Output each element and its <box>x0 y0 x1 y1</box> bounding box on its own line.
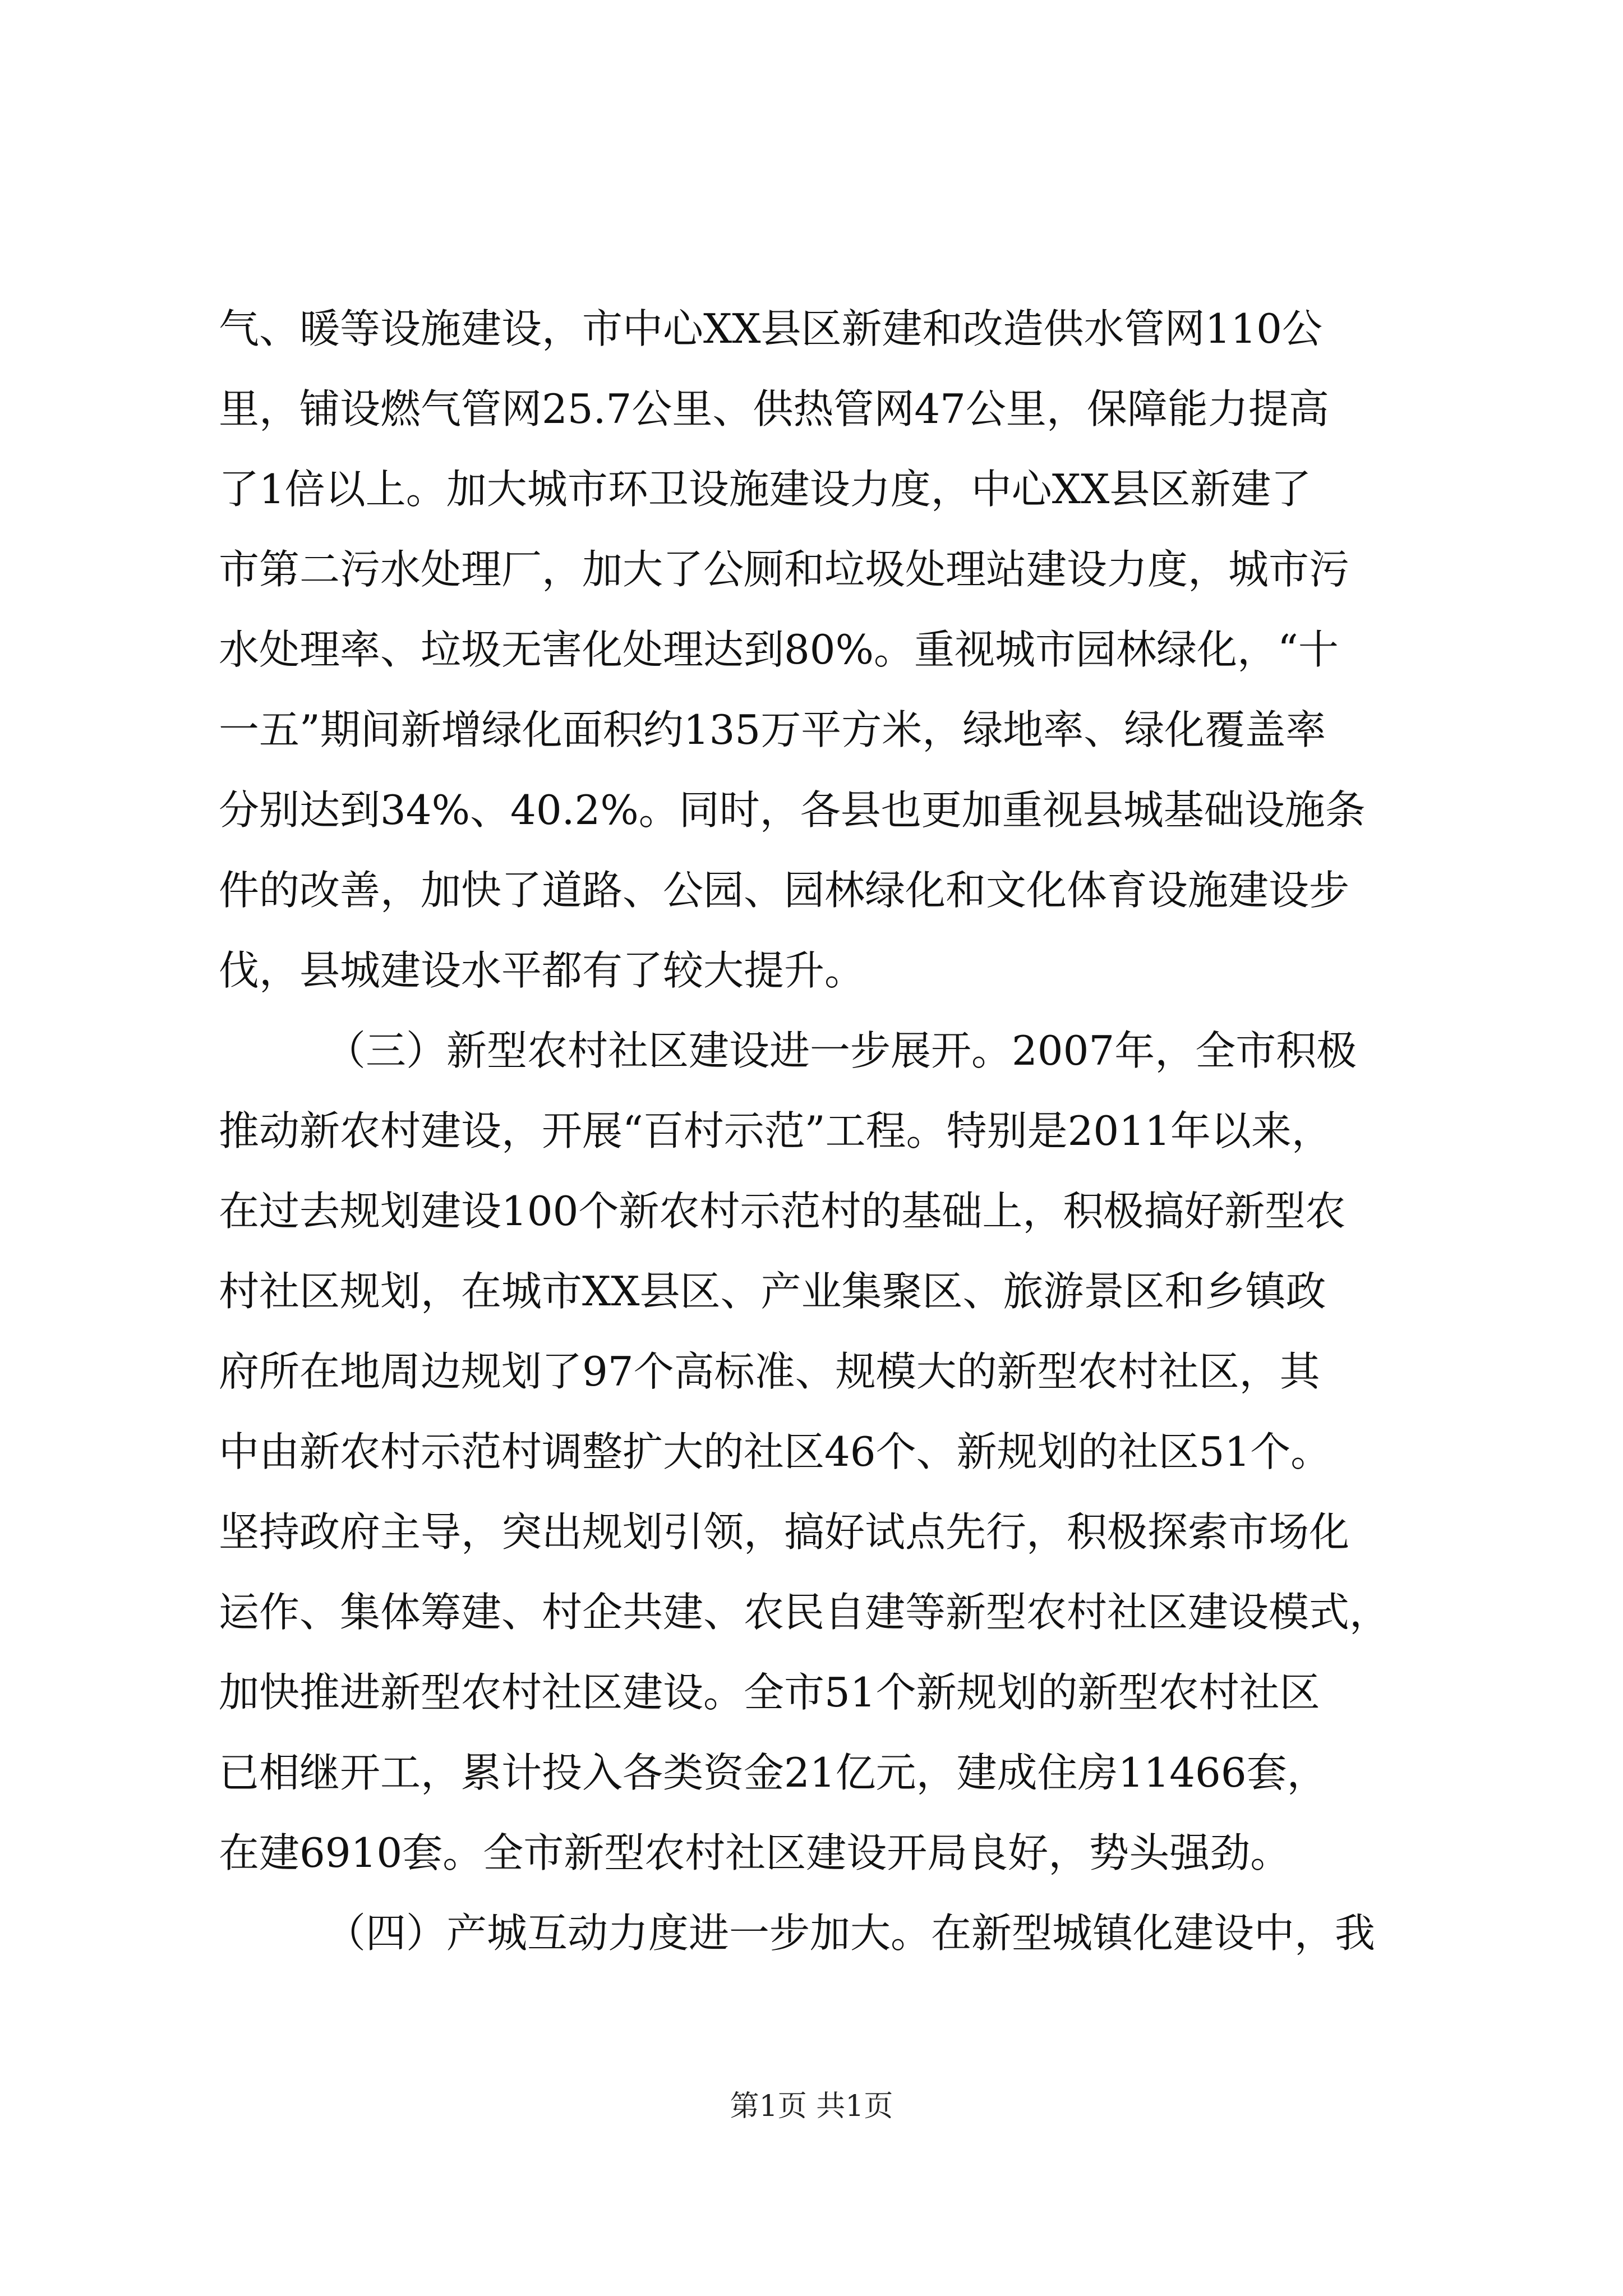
text-line: 市第二污水处理厂，加大了公厕和垃圾处理站建设力度，城市污 <box>219 546 1350 593</box>
text-line: 府所在地周边规划了97个高标准、规模大的新型农村社区，其 <box>219 1348 1320 1395</box>
text-line: 分别达到34%、40.2%。同时，各县也更加重视县城基础设施条 <box>219 786 1366 834</box>
text-line: 村社区规划，在城市XX县区、产业集聚区、旅游景区和乡镇政 <box>219 1268 1326 1315</box>
text-line: 一五”期间新增绿化面积约135万平方米，绿地率、绿化覆盖率 <box>219 706 1326 753</box>
text-line: 运作、集体筹建、村企共建、农民自建等新型农村社区建设模式， <box>219 1589 1390 1636</box>
page-number-label: 第1页 共1页 <box>730 2090 893 2123</box>
section-heading-line: （四）产城互动力度进一步加大。在新型城镇化建设中，我 <box>325 1910 1376 1957</box>
text-line: 坚持政府主导，突出规划引领，搞好试点先行，积极探索市场化 <box>219 1508 1350 1556</box>
text-line: 水处理率、垃圾无害化处理达到80%。重视城市园林绿化，“十 <box>219 626 1339 673</box>
text-line: 中由新农村示范村调整扩大的社区46个、新规划的社区51个。 <box>219 1428 1331 1475</box>
text-line: 件的改善，加快了道路、公园、园林绿化和文化体育设施建设步 <box>219 867 1350 914</box>
text-line: 在建6910套。全市新型农村社区建设开局良好，势头强劲。 <box>219 1829 1291 1876</box>
text-line: 推动新农村建设，开展“百村示范”工程。特别是2011年以来， <box>219 1107 1332 1154</box>
text-line: 里，铺设燃气管网25.7公里、供热管网47公里，保障能力提高 <box>219 385 1329 432</box>
text-line: 在过去规划建设100个新农村示范村的基础上，积极搞好新型农 <box>219 1188 1346 1235</box>
page-footer <box>0 2087 1623 2126</box>
text-line: 气、暖等设施建设，市中心XX县区新建和改造供水管网110公 <box>219 305 1322 352</box>
text-line: 伐，县城建设水平都有了较大提升。 <box>219 947 865 994</box>
text-line: 了1倍以上。加大城市环卫设施建设力度，中心XX县区新建了 <box>219 466 1312 513</box>
text-line: 加快推进新型农村社区建设。全市51个新规划的新型农村社区 <box>219 1669 1320 1716</box>
body-text <box>219 289 1419 1973</box>
section-heading-line: （三）新型农村社区建设进一步展开。2007年，全市积极 <box>325 1027 1357 1074</box>
text-line: 已相继开工，累计投入各类资金21亿元，建成住房11466套， <box>219 1749 1327 1796</box>
